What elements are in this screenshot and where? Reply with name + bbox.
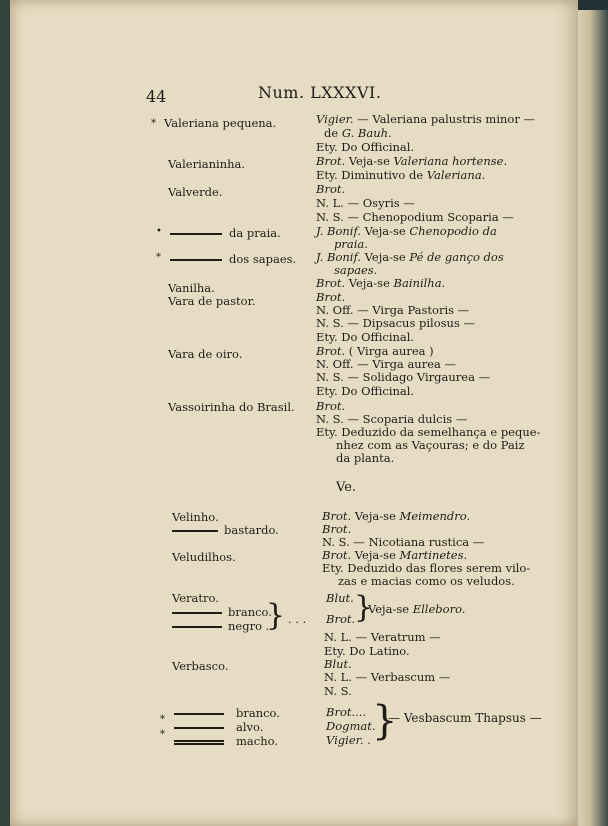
scan-left-edge <box>0 0 10 826</box>
def-line: N. S. — Scoparia dulcis — <box>316 412 468 426</box>
repeat-dash <box>174 743 224 745</box>
def-line: da planta. <box>336 451 395 465</box>
def-line: Brot. Veja-se Meimendro. <box>322 509 471 523</box>
page-right-edge <box>578 10 608 826</box>
entry-veludilhos: Veludilhos. <box>172 550 236 564</box>
def-line: Blut. <box>326 591 354 605</box>
def-line: Vigier. — Valeriana palustris minor — <box>316 112 535 126</box>
def-line: N. L. — Veratrum — <box>324 630 441 644</box>
def-line: Ety. Do Latino. <box>324 644 410 658</box>
def-line: — Vesbascum Thapsus — <box>388 711 542 725</box>
def-line: Ety. Diminutivo de Valeriana. <box>316 168 486 182</box>
def-line: N. L. — Verbascum — <box>324 670 451 684</box>
def-line: Blut. <box>324 657 352 671</box>
asterisk-marker: * <box>151 118 156 129</box>
def-line: Ety. Deduzido da semelhança e peque- <box>316 425 541 439</box>
repeat-dash <box>172 626 222 628</box>
page-header: Num. LXXXVI. <box>258 83 382 102</box>
def-line: Brot. Veja-se Valeriana hortense. <box>316 154 508 168</box>
def-line: N. S. <box>324 684 352 698</box>
entry-vanilha: Vanilha. <box>168 281 215 295</box>
brace: } <box>372 698 398 744</box>
def-line: N. S. — Solidago Virgaurea — <box>316 370 491 384</box>
repeat-dash <box>174 727 224 729</box>
def-line: N. S. — Chenopodium Scoparia — <box>316 210 514 224</box>
repeat-dash <box>172 530 218 532</box>
entry-vassoirinha: Vassoirinha do Brasil. <box>168 400 295 414</box>
def-line: Brot. <box>316 182 346 196</box>
def-line: de G. Bauh. <box>324 126 392 140</box>
def-line: J. Bonif. Veja-se Pé de ganço dos <box>316 250 504 264</box>
entry-valeriana-pequena: Valeriana pequena. <box>164 116 277 130</box>
page-number: 44 <box>146 87 167 106</box>
entry-branco: branco. <box>228 605 272 619</box>
brace: } <box>354 590 374 625</box>
asterisk-marker: • <box>156 226 162 237</box>
def-line: Vigier. . <box>326 733 371 747</box>
entry-valerianinha: Valerianinha. <box>168 157 246 171</box>
entry-veratro: Veratro. <box>172 591 219 605</box>
repeat-dash <box>172 612 222 614</box>
def-line: praia. <box>334 237 368 251</box>
def-line: Brot. <box>316 290 346 304</box>
def-line: J. Bonif. Veja-se Chenopodio da <box>316 224 497 238</box>
entry-alvo: alvo. <box>236 720 264 734</box>
def-line: Brot. <box>316 399 346 413</box>
entry-macho: macho. <box>236 734 278 748</box>
def-line: sapaes. <box>334 263 378 277</box>
def-line: zas e macias como os veludos. <box>338 574 515 588</box>
def-line: N. S. — Nicotiana rustica — <box>322 535 485 549</box>
entry-valverde: Valverde. <box>168 185 223 199</box>
def-line: Ety. Do Officinal. <box>316 330 415 344</box>
def-line: Dogmat. <box>326 719 376 733</box>
entry-da-praia: da praia. <box>229 226 281 240</box>
def-line: Brot. Veja-se Martinetes. <box>322 548 468 562</box>
brace: } <box>266 598 286 633</box>
entry-bastardo: bastardo. <box>224 523 279 537</box>
entry-negro: negro . <box>228 619 270 633</box>
def-line: Veja-se Elleboro. <box>368 602 466 616</box>
def-line: N. S. — Dipsacus pilosus — <box>316 316 476 330</box>
repeat-dash <box>174 740 224 742</box>
asterisk-marker: * <box>156 252 161 263</box>
def-line: Brot. <box>326 612 356 626</box>
asterisk-marker: * <box>160 714 165 725</box>
def-line: Ety. Do Officinal. <box>316 140 415 154</box>
repeat-dash <box>174 713 224 715</box>
def-line: Ety. Deduzido das flores serem vilo- <box>322 561 531 575</box>
def-line: Ety. Do Officinal. <box>316 384 415 398</box>
ellipsis: . . . <box>288 612 307 626</box>
repeat-dash <box>170 233 222 235</box>
entry-verbasco: Verbasco. <box>172 659 229 673</box>
section-heading: Ve. <box>336 480 357 495</box>
asterisk-marker: * <box>160 729 165 740</box>
def-line: Brot. <box>322 522 352 536</box>
def-line: Brot. Veja-se Bainilha. <box>316 276 446 290</box>
entry-vara-oiro: Vara de oiro. <box>168 347 243 361</box>
def-line: N. L. — Osyris — <box>316 196 415 210</box>
entry-velinho: Velinho. <box>172 510 219 524</box>
entry-vara-pastor: Vara de pastor. <box>168 294 256 308</box>
def-line: Brot. ( Virga aurea ) <box>316 344 434 358</box>
def-line: nhez com as Vaçouras; e do Paiz <box>336 438 525 452</box>
def-line: Brot.... <box>326 705 367 719</box>
def-line: N. Off. — Virga aurea — <box>316 357 457 371</box>
def-line: N. Off. — Virga Pastoris — <box>316 303 470 317</box>
entry-branco-2: branco. <box>236 706 280 720</box>
entry-dos-sapaes: dos sapaes. <box>229 252 297 266</box>
repeat-dash <box>170 259 222 261</box>
